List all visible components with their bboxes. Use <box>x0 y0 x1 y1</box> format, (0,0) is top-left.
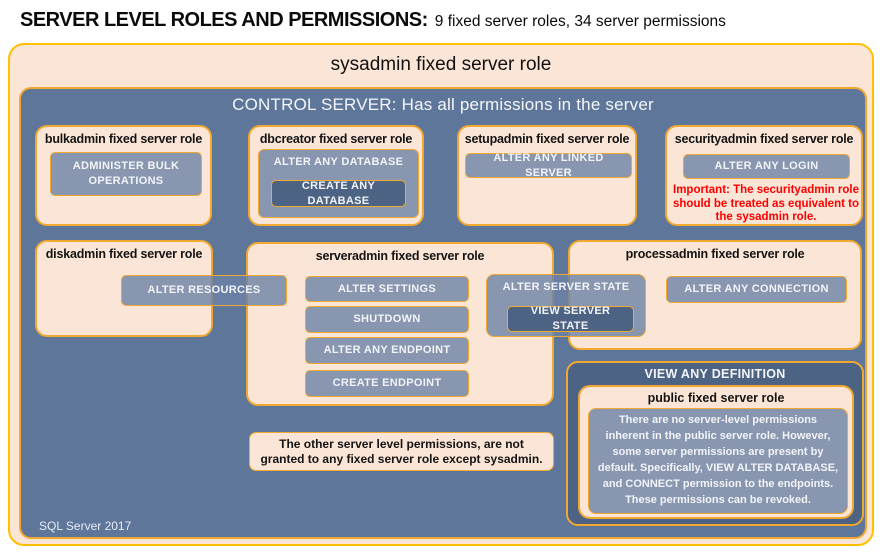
sql-server-version-label: SQL Server 2017 <box>39 519 132 533</box>
permission-alter-server-state-label: ALTER SERVER STATE <box>502 281 630 293</box>
sysadmin-role-title: sysadmin fixed server role <box>330 54 552 75</box>
permission-alter-any-endpoint: ALTER ANY ENDPOINT <box>305 337 469 364</box>
serveradmin-role-title: serveradmin fixed server role <box>315 249 485 263</box>
permission-alter-any-login: ALTER ANY LOGIN <box>683 154 850 179</box>
permission-alter-resources: ALTER RESOURCES <box>121 275 287 306</box>
sysadmin-role-box <box>8 43 874 546</box>
securityadmin-role-title: securityadmin fixed server role <box>674 132 854 146</box>
bulkadmin-role-box <box>35 125 212 226</box>
permission-alter-settings: ALTER SETTINGS <box>305 276 469 302</box>
page-title <box>20 9 726 32</box>
permission-alter-any-database <box>258 149 419 218</box>
control-server-box <box>19 87 867 539</box>
bulkadmin-role-title: bulkadmin fixed server role <box>44 132 203 146</box>
public-role-description: There are no server-level permissions inherent in the public server role. However, some server permissions are present by default. Specifically, VIEW ALTER DATABASE, and CONNECT permission to the endpoints. These permissions can be revoked. <box>588 408 848 514</box>
permission-view-any-definition: VIEW ANY DEFINITION <box>644 367 786 381</box>
setupadmin-role-box <box>457 125 637 226</box>
page-title-main: SERVER LEVEL ROLES AND PERMISSIONS: <box>20 9 428 31</box>
permission-create-any-database: CREATE ANY DATABASE <box>271 180 406 207</box>
permission-administer-bulk-operations: ADMINISTER BULK OPERATIONS <box>50 152 202 196</box>
view-any-definition-box <box>566 361 864 526</box>
permission-shutdown: SHUTDOWN <box>305 306 469 333</box>
permission-create-endpoint: CREATE ENDPOINT <box>305 370 469 397</box>
securityadmin-warning-text: Important: The securityadmin role should be treated as equivalent to the sysadmin role. <box>673 184 859 224</box>
processadmin-role-title: processadmin fixed server role <box>625 247 805 261</box>
dbcreator-role-title: dbcreator fixed server role <box>259 132 413 146</box>
permission-alter-any-linked-server: ALTER ANY LINKED SERVER <box>465 153 632 178</box>
permission-alter-any-database-label: ALTER ANY DATABASE <box>273 156 404 168</box>
page-title-subtitle: 9 fixed server roles, 34 server permissions <box>434 13 726 30</box>
public-role-title: public fixed server role <box>647 391 785 405</box>
dbcreator-role-box <box>248 125 424 226</box>
setupadmin-role-title: setupadmin fixed server role <box>464 132 630 146</box>
permission-alter-any-connection: ALTER ANY CONNECTION <box>666 276 847 303</box>
permission-view-server-state: VIEW SERVER STATE <box>507 306 634 332</box>
public-role-box <box>578 385 854 519</box>
permission-alter-server-state <box>486 274 646 337</box>
diskadmin-role-title: diskadmin fixed server role <box>45 247 203 261</box>
control-server-title: CONTROL SERVER: Has all permissions in the server <box>232 95 654 114</box>
securityadmin-role-box <box>665 125 863 226</box>
other-permissions-note: The other server level permissions, are not granted to any fixed server role except sysadmin. <box>249 432 554 471</box>
